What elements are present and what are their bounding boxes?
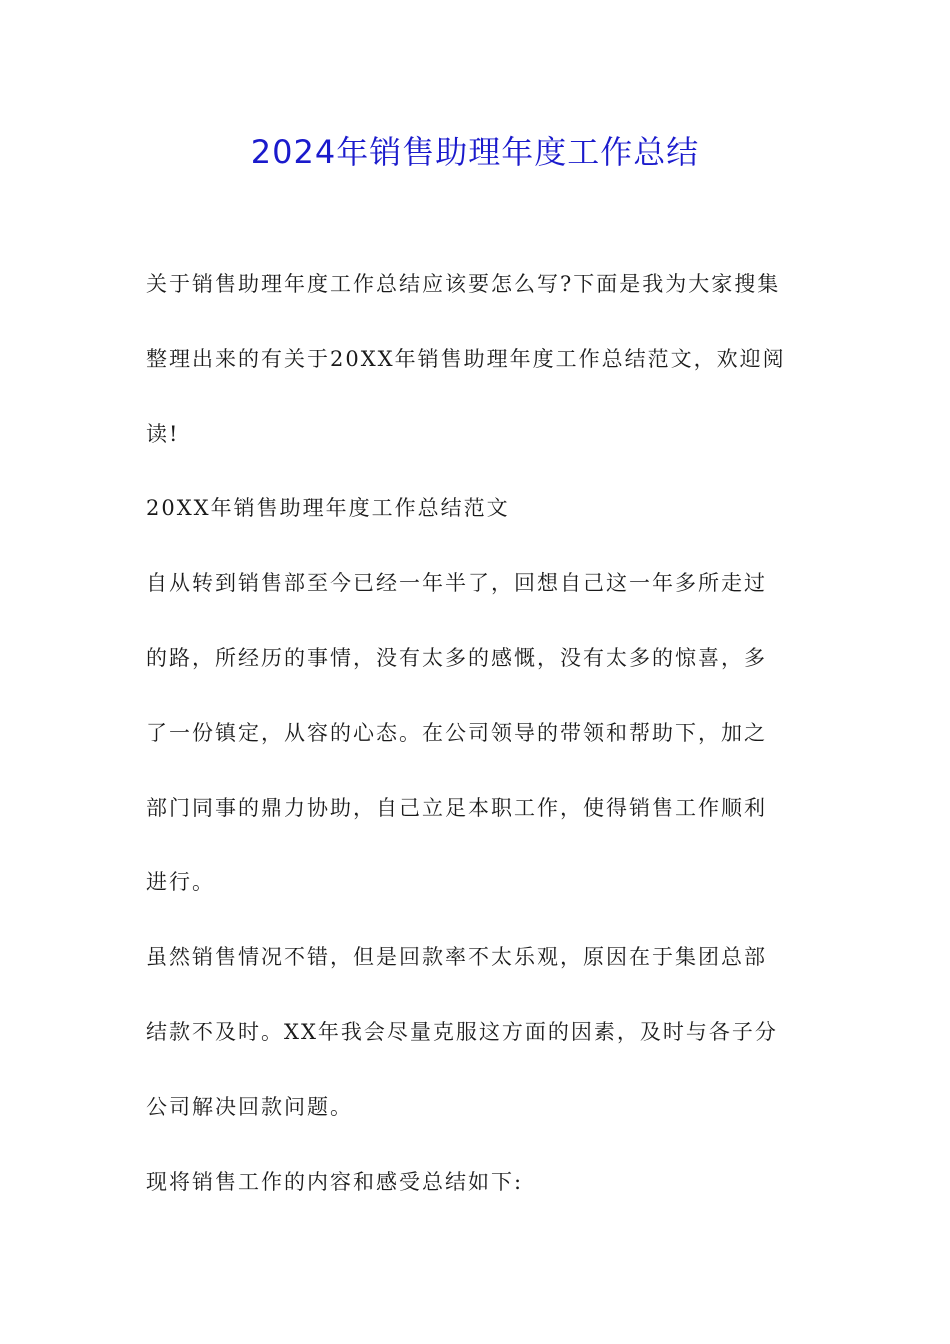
body-line: 20XX年销售助理年度工作总结范文 — [146, 496, 510, 520]
body-line: 整理出来的有关于20XX年销售助理年度工作总结范文，欢迎阅 — [146, 347, 786, 371]
body-line: 部门同事的鼎力协助，自己立足本职工作，使得销售工作顺利 — [146, 796, 767, 820]
body-line: 读! — [146, 422, 180, 446]
body-line: 自从转到销售部至今已经一年半了，回想自己这一年多所走过 — [146, 571, 767, 595]
body-line: 结款不及时。XX年我会尽量克服这方面的因素，及时与各子分 — [146, 1020, 778, 1044]
body-line: 现将销售工作的内容和感受总结如下: — [146, 1170, 524, 1194]
body-line: 虽然销售情况不错，但是回款率不太乐观，原因在于集团总部 — [146, 945, 767, 969]
body-line: 了一份镇定，从容的心态。在公司领导的带领和帮助下，加之 — [146, 721, 767, 745]
body-line: 的路，所经历的事情，没有太多的感慨，没有太多的惊喜，多 — [146, 646, 767, 670]
document-title: 2024年销售助理年度工作总结 — [250, 133, 700, 171]
body-line: 公司解决回款问题。 — [146, 1095, 353, 1119]
body-line: 关于销售助理年度工作总结应该要怎么写?下面是我为大家搜集 — [146, 272, 781, 296]
body-line: 进行。 — [146, 870, 215, 894]
